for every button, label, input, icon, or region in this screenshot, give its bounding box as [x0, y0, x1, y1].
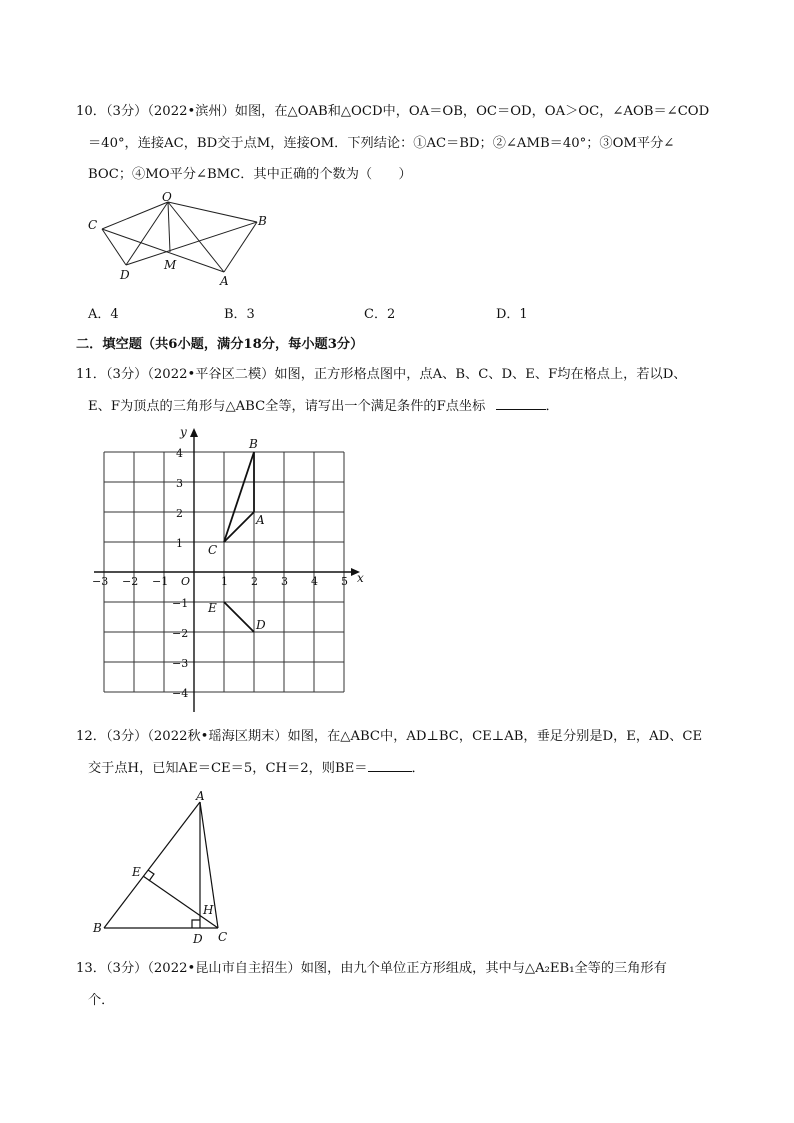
y-tick-label: −3 [172, 657, 189, 670]
q11-text-line1: 11．（3分）（2022•平谷区二模）如图，正方形格点图中，点A、B、C、D、E、F均在格点上，若以D、 [76, 367, 687, 382]
x-tick-label: 1 [221, 575, 228, 588]
q11-axis-label-y: y [180, 425, 187, 439]
x-tick-label: 4 [311, 575, 318, 588]
y-tick-label: −4 [172, 687, 189, 700]
q10-label-C: C [88, 218, 98, 232]
q12-label-C: C [218, 930, 228, 944]
triangle-abc [224, 452, 254, 542]
q10-label-B: B [258, 214, 267, 228]
q12-text-line1: 12．（3分）（2022秋•瑶海区期末）如图，在△ABC中，AD⊥BC，CE⊥AB，垂足分别是D，E，AD、CE [76, 729, 703, 744]
q12-end: ． [411, 761, 425, 776]
segment-ed [224, 602, 254, 632]
q12-answer-blank[interactable] [368, 759, 412, 772]
q10-label-O: O [162, 190, 172, 204]
y-tick-label: −2 [172, 627, 189, 640]
y-tick-label: 2 [176, 507, 183, 520]
q10-option-c: C．2 [364, 307, 396, 322]
x-tick-label: 2 [251, 575, 258, 588]
q12-label-B: B [93, 921, 102, 935]
q10-option-b: B．3 [224, 307, 255, 322]
q12-text-line2 [88, 759, 425, 779]
q10-figure [80, 190, 280, 290]
x-tick-label: −2 [122, 575, 139, 588]
q10-label-M: M [164, 258, 177, 272]
q11-answer-blank[interactable] [496, 397, 546, 410]
y-tick-label: 3 [176, 477, 183, 490]
q11-origin-label: O [181, 575, 191, 588]
y-tick-label: 4 [176, 447, 183, 460]
y-tick-label: −1 [172, 597, 189, 610]
q12-label-H: H [203, 903, 214, 917]
q11-point-label-D: D [256, 618, 266, 632]
q11-point-label-E: E [208, 601, 217, 615]
q12-label-D: D [193, 932, 203, 946]
q11-point-label-A: A [256, 513, 265, 527]
q11-point-label-C: C [208, 543, 218, 557]
y-tick-label: 1 [176, 537, 183, 550]
q11-axes [94, 432, 356, 712]
q10-option-a: A．4 [88, 307, 119, 322]
x-tick-label: −3 [92, 575, 109, 588]
q12-label-A: A [196, 789, 205, 803]
q11-coordinate-grid-figure [86, 422, 376, 718]
q11-end: ． [545, 399, 559, 414]
q11-axis-label-x: x [357, 571, 364, 585]
q13-text-line1: 13．（3分）（2022•昆山市自主招生）如图，由九个单位正方形组成，其中与△A₂EB₁全等的三角形有 [76, 961, 667, 976]
q10-option-d: D．1 [496, 307, 528, 322]
q10-text-line2: ＝40°，连接AC，BD交于点M，连接OM．下列结论：①AC＝BD；②∠AMB＝40°；③OM平分∠ [88, 136, 675, 151]
x-tick-label: −1 [152, 575, 169, 588]
q10-text-line1: 10．（3分）（2022•滨州）如图，在△OAB和△OCD中，OA＝OB，OC＝OD，OA＞OC，∠AOB＝∠COD [76, 104, 710, 119]
q10-text-line3: BOC；④MO平分∠BMC．其中正确的个数为（ ） [88, 167, 412, 182]
q11-point-label-B: B [249, 437, 258, 451]
q13-text-line2: 个． [88, 993, 115, 1008]
q11-text: E、F为顶点的三角形与△ABC全等，请写出一个满足条件的F点坐标 [88, 399, 486, 414]
q12-triangle-figure [86, 786, 246, 948]
section-heading-fill-in: 二．填空题（共6小题，满分18分，每小题3分） [76, 337, 364, 352]
x-tick-label: 5 [341, 575, 348, 588]
x-tick-label: 3 [281, 575, 288, 588]
q10-label-D: D [120, 268, 130, 282]
q12-label-E: E [132, 865, 141, 879]
q11-text-line2 [88, 397, 559, 417]
q10-label-A: A [220, 274, 229, 288]
q12-text: 交于点H，已知AE＝CE＝5，CH＝2，则BE＝ [88, 761, 368, 776]
y-axis-arrow-icon [190, 428, 198, 437]
